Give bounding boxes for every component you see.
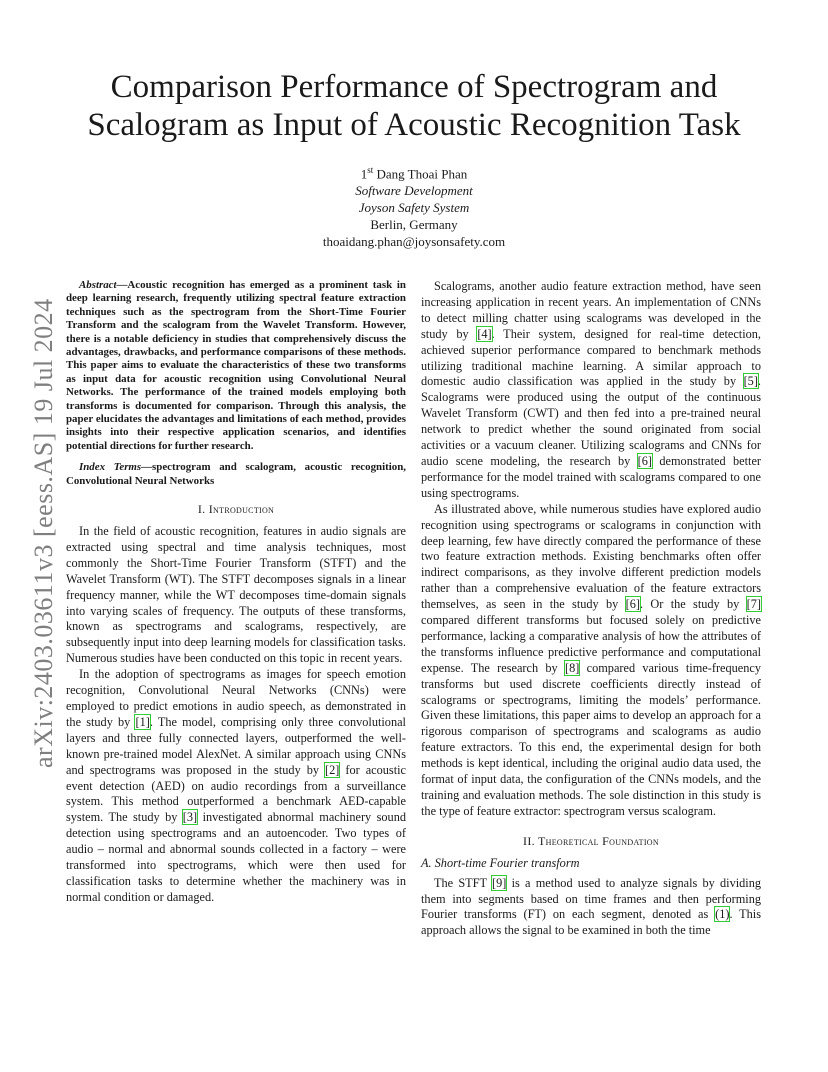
author-department: Software Development — [355, 183, 473, 199]
citation-link-4[interactable]: [4] — [477, 326, 492, 341]
text-span: Scalograms, another audio feature extraction method, have seen increasing application in recent years. An implementation of CNNs to detect milling chatter using scalograms was developed in the study by — [421, 279, 761, 341]
index-terms — [66, 461, 406, 488]
text-span: . The model, comprising only three convolutional layers and three fully connected layers, outperformed the well-known pre-trained model AlexNet. A similar approach using CNNs and spectrograms was proposed in the study by — [66, 714, 406, 777]
citation-link-6[interactable]: [6] — [625, 597, 640, 612]
citation-link-1[interactable]: [1] — [135, 714, 150, 729]
author-email[interactable]: thoaidang.phan@joysonsafety.com — [322, 234, 506, 250]
author-ordinal: 1 — [360, 166, 368, 182]
text-span: . This approach allows the signal to be examined in both the time — [421, 907, 761, 938]
citation-link-7[interactable]: [7] — [746, 597, 762, 612]
subsection-heading-stft: A. Short-time Fourier transform — [421, 855, 580, 870]
index-terms-label: Index Terms — [79, 461, 142, 474]
index-terms-text: —spectrogram and scalogram, acoustic recognition, Convolutional Neural Networks — [66, 461, 406, 487]
text-span: investigated abnormal machinery sound detection using spectrograms and an autoencoder. Two types of audio – normal and abnormal sounds collected in a factory – were transformed into spectrograms, which were then used for classification tasks to determine whether the machinery was in normal condition or damaged. — [66, 810, 406, 904]
text-span: The STFT — [434, 875, 493, 890]
left-column — [66, 279, 406, 906]
author-ordinal-sup: st — [367, 165, 374, 175]
section-heading-theoretical-foundation: II. Theoretical Foundation — [523, 833, 659, 848]
citation-link-9[interactable]: [9] — [492, 875, 507, 890]
text-span: . Or the study by — [640, 597, 747, 612]
text-span: compared different transforms but focused solely on predictive performance, lacking a comparative analysis of how the attributes of the transforms influence predictive performance and computational expense. The research by — [421, 613, 761, 675]
stft-paragraph — [421, 876, 761, 940]
author-name: Dang Thoai Phan — [376, 166, 468, 182]
text-span: As illustrated above, while numerous studies have explored audio recognition using spectrograms or scalograms in conjunction with deep learning, few have directly compared the performance of these two feature extraction methods. Existing benchmarks often offer indirect comparisons, as they involve different prediction models rather than a comprehensive evaluation of the feature extractors themselves, as seen in the study by — [421, 501, 761, 612]
paper-title — [60, 68, 768, 144]
citation-link-2[interactable]: [2] — [325, 762, 340, 777]
right-column — [421, 279, 761, 939]
intro-paragraph-4 — [421, 502, 761, 820]
intro-paragraph-3 — [421, 279, 761, 502]
abstract — [66, 279, 406, 453]
abstract-label: Abstract — [79, 279, 117, 291]
title-line-1: Comparison Performance of Spectrogram and — [110, 69, 718, 105]
text-span: for acoustic event detection (AED) on audio recordings from a surveillance system. This method outperformed a benchmark AED-capable system. The study by — [66, 762, 406, 825]
section-heading-introduction: I. Introduction — [197, 502, 275, 517]
abstract-text: —Acoustic recognition has emerged as a prominent task in deep learning research, frequently utilizing spectral feature extraction techniques such as the spectrogram from the Short-Time Fourier Transform and the scalogram from the Wavelet Transform. However, there is a notable deficiency in studies that comprehensively discuss the advantages, drawbacks, and performance comparisons of these methods. This paper aims to evaluate the characteristics of these two transforms as input data for acoustic recognition using Convolutional Neural Networks. The performance of the trained models employing both transforms is documented for comparison. Through this analysis, the paper elucidates the advantages and limitations of each method, provides insights into their respective application scenarios, and identifies potential directions for further research. — [66, 279, 406, 452]
author-city: Berlin, Germany — [370, 217, 458, 233]
arxiv-identifier: arXiv:2403.03611v3 [eess.AS] 19 Jul 2024 — [29, 298, 58, 768]
author-organization: Joyson Safety System — [358, 200, 470, 216]
author-block — [214, 162, 614, 250]
intro-paragraph-1: In the field of acoustic recognition, features in audio signals are extracted using spectral and time analysis techniques, most commonly the Short-Time Fourier Transform (STFT) and the Wavelet Transform (WT). The STFT decomposes signals in a linear frequency manner, while the WT decomposes time-domain signals into varying scales of frequency. The outputs of these transforms, known as spectrograms and scalograms, respectively, are subsequently input into deep learning models for classification tasks. Numerous studies have been conducted on this topic in recent years. — [66, 524, 406, 666]
equation-link-1[interactable]: (1) — [715, 907, 730, 922]
text-span: In the adoption of spectrograms as images for speech emotion recognition, Convolutional Neural Networks (CNNs) were employed to predict emotions in audio speech, as demonstrated in the study by — [66, 667, 406, 729]
text-span: demonstrated better performance for the model trained with scalograms compared to one using spectrograms. — [421, 453, 761, 500]
citation-link-3[interactable]: [3] — [182, 810, 198, 825]
citation-link-8[interactable]: [8] — [565, 660, 580, 675]
citation-link-6[interactable]: [6] — [637, 453, 653, 468]
text-span: . Their system, designed for real-time detection, achieved superior performance compared to benchmark methods utilizing traditional machine learning. A similar approach to domestic audio classification was applied in the study by — [421, 326, 762, 389]
citation-link-5[interactable]: [5] — [743, 374, 758, 389]
title-line-2: Scalogram as Input of Acoustic Recognition Task — [87, 107, 741, 143]
text-span: compared various time-frequency transforms but used discrete coefficients directly instead of scalograms or spectrograms, limiting the models’ performance. Given these limitations, this paper aims to develop an approach for a rigorous comparison of spectrograms and scalograms as audio feature extractors. To this end, the experimental design for both methods is kept identical, including the original audio data used, the format of input data, the configuration of the CNNs models, and the training and evaluation methods. The sole distinction in this study is the type of feature extractor: spectrogram versus scalogram. — [421, 660, 762, 818]
author-name-line — [214, 162, 614, 182]
intro-paragraph-2 — [66, 667, 406, 906]
text-span: . Scalograms were produced using the output of the continuous Wavelet Transform (CWT) and then fed into a pre-trained neural network to predict whether the sound originated from social activities or a vacuum cleaner. Utilizing scalograms and CNNs for audio scene modeling, the research by — [421, 374, 761, 468]
text-span: is a method used to analyze signals by dividing them into segments based on time frames and then performing Fourier transforms (FT) on each segment, denoted as — [421, 875, 762, 922]
